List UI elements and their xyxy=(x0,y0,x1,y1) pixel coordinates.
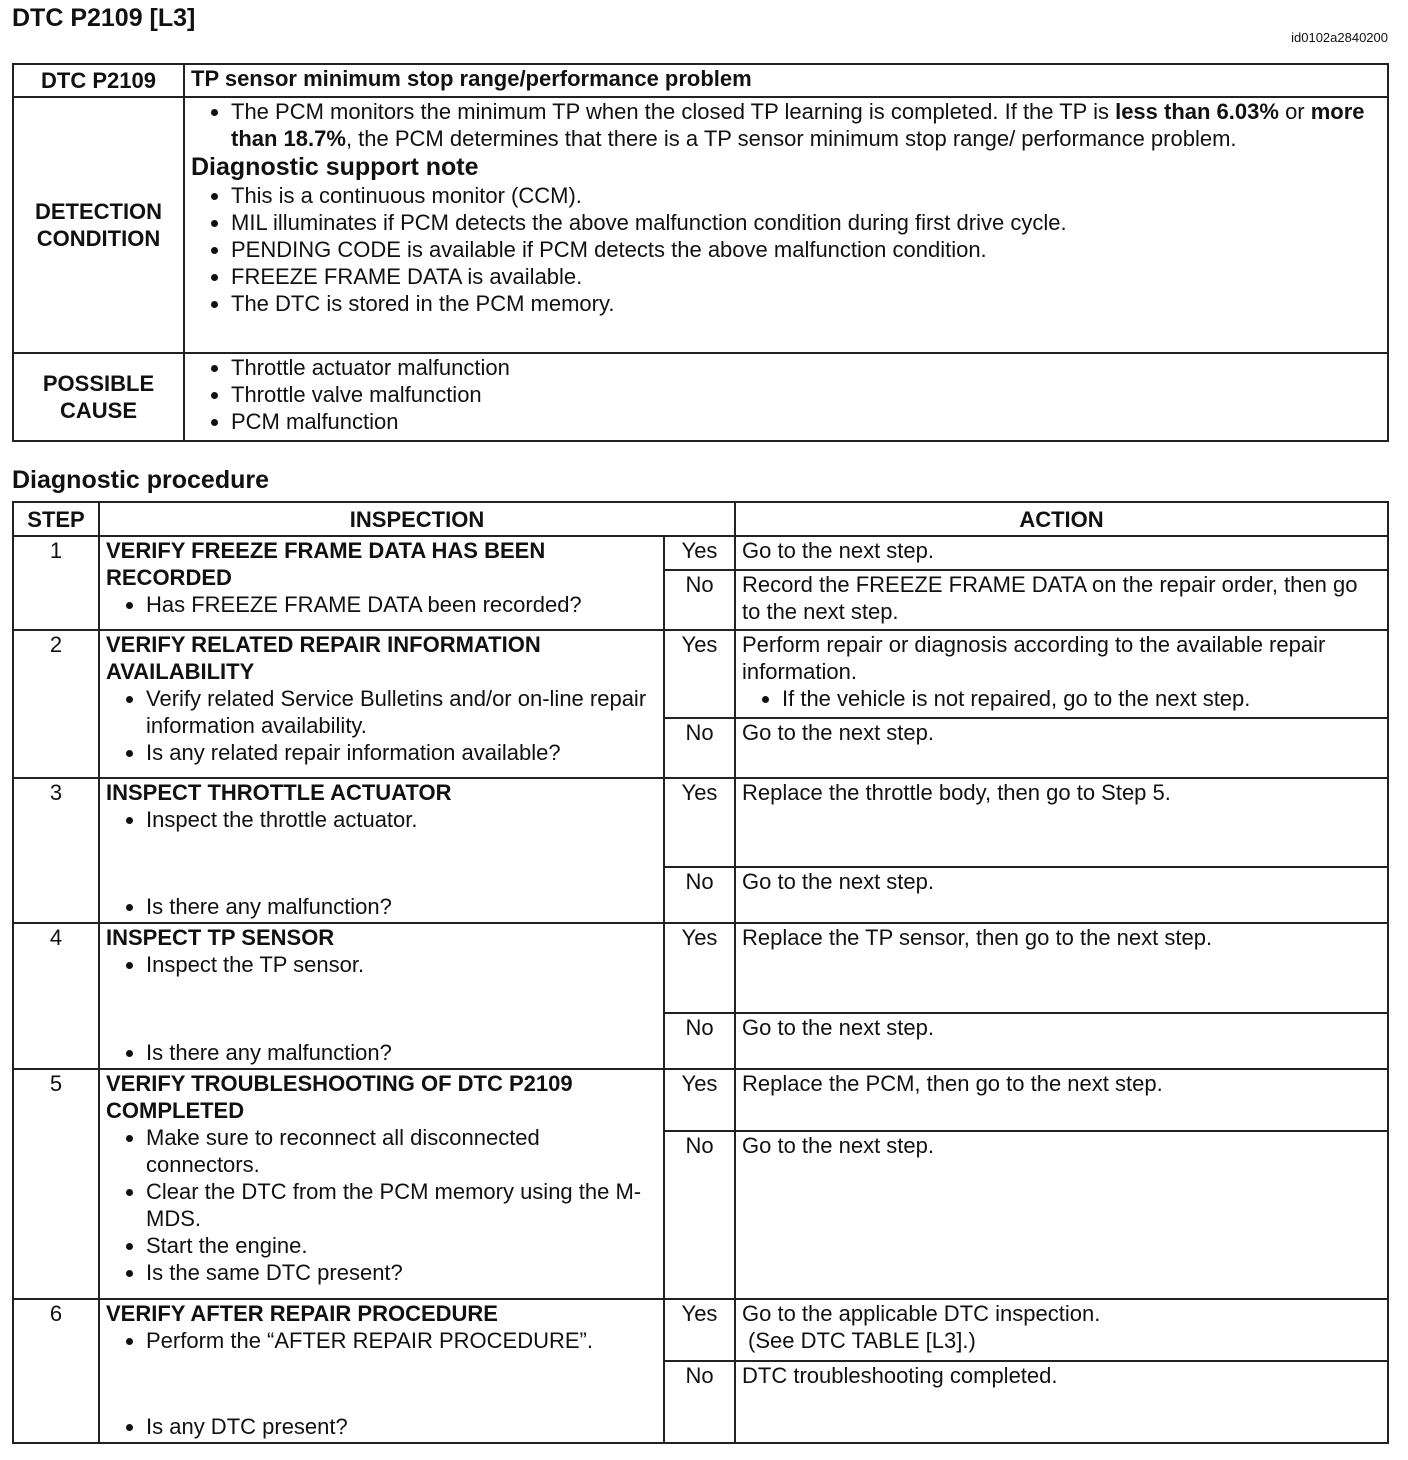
dtc-info-table xyxy=(12,63,1389,442)
yes-label: Yes xyxy=(664,1069,735,1131)
detection-text-2: or xyxy=(1278,99,1311,124)
no-label: No xyxy=(664,1131,735,1299)
inspection-bullet: • Start the engine. xyxy=(146,1232,657,1259)
support-note-list xyxy=(191,182,1381,317)
dtc-description: TP sensor minimum stop range/performance problem xyxy=(184,64,1388,97)
detection-main-item xyxy=(231,98,1381,152)
inspection-bullet: • Clear the DTC from the PCM memory using the M-MDS. xyxy=(146,1178,657,1232)
support-note-item: • PENDING CODE is available if PCM detects the above malfunction condition. xyxy=(231,236,1381,263)
possible-cause-label: POSSIBLE CAUSE xyxy=(13,353,184,441)
possible-cause-item: • Throttle valve malfunction xyxy=(231,381,1381,408)
detection-text-1: The PCM monitors the minimum TP when the closed TP learning is completed. If the TP is xyxy=(231,99,1116,124)
possible-cause-cell xyxy=(184,353,1388,441)
yes-action-sub: • If the vehicle is not repaired, go to the next step. xyxy=(782,685,1381,712)
support-note-item: • The DTC is stored in the PCM memory. xyxy=(231,290,1381,317)
step-number: 2 xyxy=(13,630,99,778)
no-label: No xyxy=(664,867,735,923)
action-header: ACTION xyxy=(735,502,1388,536)
possible-cause-item: • Throttle actuator malfunction xyxy=(231,354,1381,381)
yes-action: Go to the next step. xyxy=(735,536,1388,570)
procedure-title: Diagnostic procedure xyxy=(12,466,269,494)
diagnostic-procedure-table xyxy=(12,501,1389,1444)
support-note-title: Diagnostic support note xyxy=(191,153,479,181)
support-note-item: • MIL illuminates if PCM detects the above malfunction condition during first drive cycle. xyxy=(231,209,1381,236)
page-title: DTC P2109 [L3] xyxy=(12,4,196,32)
step-inspection xyxy=(99,1069,664,1299)
no-action: DTC troubleshooting completed. xyxy=(735,1361,1388,1443)
no-label: No xyxy=(664,570,735,630)
no-action: Record the FREEZE FRAME DATA on the repair order, then go to the next step. xyxy=(735,570,1388,630)
yes-action-reference: (See DTC TABLE [L3].) xyxy=(748,1328,976,1353)
step-number: 1 xyxy=(13,536,99,630)
step-inspection xyxy=(99,630,664,778)
inspection-bullet: • Is there any malfunction? xyxy=(146,1039,392,1066)
step-title: VERIFY FREEZE FRAME DATA HAS BEEN RECORDED xyxy=(106,538,546,590)
yes-label: Yes xyxy=(664,778,735,867)
inspection-bullet: • Verify related Service Bulletins and/or on-line repair information availability. xyxy=(146,685,657,739)
inspection-bullet: • Inspect the TP sensor. xyxy=(146,951,657,978)
detection-threshold-low: less than 6.03% xyxy=(1115,99,1279,124)
step-title: VERIFY RELATED REPAIR INFORMATION AVAILABILITY xyxy=(106,632,541,684)
step-inspection xyxy=(99,1299,664,1443)
inspection-bullet: • Make sure to reconnect all disconnected connectors. xyxy=(146,1124,657,1178)
inspection-bullet: • Is the same DTC present? xyxy=(146,1259,657,1286)
yes-action: Replace the throttle body, then go to Step 5. xyxy=(735,778,1388,867)
yes-action-text: Go to the applicable DTC inspection. xyxy=(742,1301,1101,1326)
step-header: STEP xyxy=(13,502,99,536)
yes-action: Replace the PCM, then go to the next step. xyxy=(735,1069,1388,1131)
step-inspection xyxy=(99,536,664,630)
document-id: id0102a2840200 xyxy=(1291,30,1388,45)
no-action: Go to the next step. xyxy=(735,867,1388,923)
step-title: INSPECT THROTTLE ACTUATOR xyxy=(106,780,452,805)
detection-text-3: , the PCM determines that there is a TP sensor minimum stop range/ performance problem. xyxy=(345,126,1237,151)
no-label: No xyxy=(664,718,735,778)
no-label: No xyxy=(664,1361,735,1443)
support-note-item: • FREEZE FRAME DATA is available. xyxy=(231,263,1381,290)
yes-action: Replace the TP sensor, then go to the next step. xyxy=(735,923,1388,1013)
inspection-bullet: • Has FREEZE FRAME DATA been recorded? xyxy=(146,591,657,618)
yes-label: Yes xyxy=(664,536,735,570)
inspection-header: INSPECTION xyxy=(99,502,735,536)
step-title: VERIFY TROUBLESHOOTING OF DTC P2109 COMPLETED xyxy=(106,1071,573,1123)
no-action: Go to the next step. xyxy=(735,1013,1388,1069)
no-action: Go to the next step. xyxy=(735,718,1388,778)
yes-label: Yes xyxy=(664,1299,735,1361)
detection-condition-label: DETECTION CONDITION xyxy=(13,97,184,353)
yes-label: Yes xyxy=(664,630,735,718)
yes-label: Yes xyxy=(664,923,735,1013)
inspection-bullet: • Inspect the throttle actuator. xyxy=(146,806,657,833)
inspection-bullet: • Perform the “AFTER REPAIR PROCEDURE”. xyxy=(146,1327,657,1354)
step-number: 3 xyxy=(13,778,99,923)
step-number: 6 xyxy=(13,1299,99,1443)
yes-action xyxy=(735,1299,1388,1361)
no-action: Go to the next step. xyxy=(735,1131,1388,1299)
inspection-bullet: • Is any DTC present? xyxy=(146,1413,348,1440)
step-number: 4 xyxy=(13,923,99,1069)
step-number: 5 xyxy=(13,1069,99,1299)
step-title: INSPECT TP SENSOR xyxy=(106,925,335,950)
yes-action-text: Perform repair or diagnosis according to the available repair information. xyxy=(742,632,1326,684)
step-inspection xyxy=(99,923,664,1069)
detection-threshold-high: more than 18.7% xyxy=(231,99,1365,151)
step-inspection xyxy=(99,778,664,923)
support-note-item: • This is a continuous monitor (CCM). xyxy=(231,182,1381,209)
detection-condition-cell xyxy=(184,97,1388,353)
yes-action xyxy=(735,630,1388,718)
step-title: VERIFY AFTER REPAIR PROCEDURE xyxy=(106,1301,498,1326)
dtc-code-cell: DTC P2109 xyxy=(13,64,184,97)
possible-cause-item: • PCM malfunction xyxy=(231,408,1381,435)
no-label: No xyxy=(664,1013,735,1069)
inspection-bullet: • Is any related repair information available? xyxy=(146,739,657,766)
inspection-bullet: • Is there any malfunction? xyxy=(146,893,392,920)
